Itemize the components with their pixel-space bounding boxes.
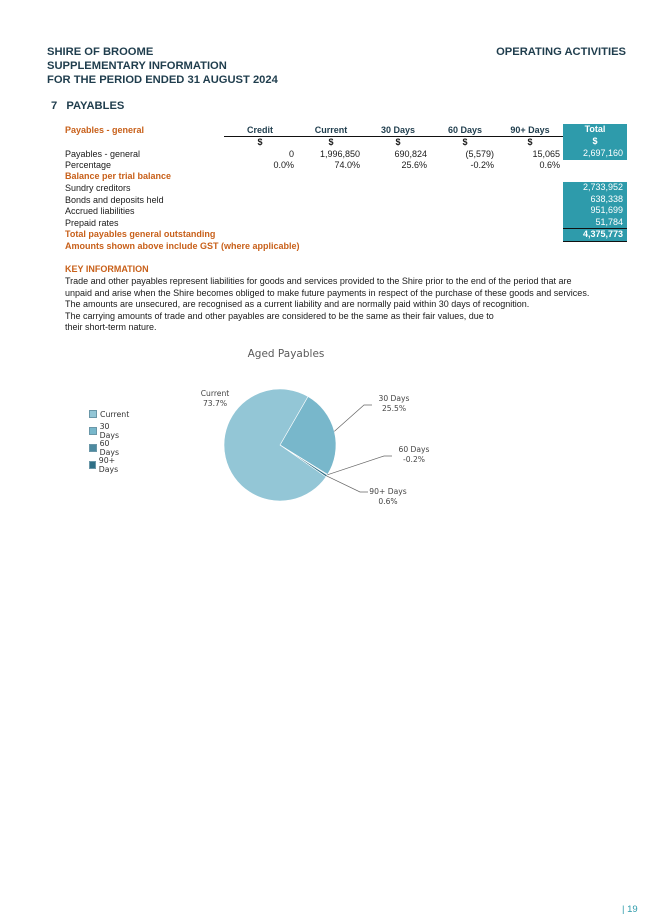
grand-total-value: 4,375,773 xyxy=(563,228,627,242)
data-label-category: Current xyxy=(200,389,230,398)
balance-total-prepaid: 51,784 xyxy=(563,217,627,229)
data-label-category: 30 Days xyxy=(378,394,410,403)
cell-30-days: 690,824 xyxy=(394,149,427,159)
table-title: Payables - general xyxy=(65,125,145,135)
legend-label: 30 Days xyxy=(99,422,120,440)
header-subtitle: SUPPLEMENTARY INFORMATION xyxy=(47,60,227,72)
legend-label: 60 Days xyxy=(99,439,120,457)
data-label-90-days xyxy=(366,487,410,506)
cell-current: 1,996,850 xyxy=(319,149,360,159)
balance-total-bonds: 638,338 xyxy=(563,194,627,206)
data-label-30-days xyxy=(372,394,416,413)
row-label-payables: Payables - general xyxy=(65,149,141,159)
balance-label-sundry: Sundry creditors xyxy=(65,183,131,193)
unit-credit: $ xyxy=(257,137,263,147)
data-label-value: 0.6% xyxy=(378,496,398,506)
legend-label: 90+ Days xyxy=(98,456,119,474)
grand-total-label: Total payables general outstanding xyxy=(65,229,216,239)
data-label-value: 73.7% xyxy=(202,398,228,408)
data-label-category: 90+ Days xyxy=(369,487,407,496)
data-label-current xyxy=(193,389,237,408)
section-number: 7 xyxy=(51,100,58,112)
leader-line-90-days xyxy=(327,476,368,492)
pct-current: 74.0% xyxy=(334,160,360,170)
leader-line-60-days xyxy=(327,456,392,475)
key-info-line: unpaid and arise when the Shire becomes obliged to make future payments in respect of the purchase of these goods and services. xyxy=(65,287,590,298)
column-header-90-days: 90+ Days xyxy=(510,125,550,135)
data-label-value: -0.2% xyxy=(402,454,426,464)
pct-credit: 0.0% xyxy=(273,160,294,170)
balance-heading: Balance per trial balance xyxy=(65,171,172,181)
balance-total-sundry: 2,733,952 xyxy=(563,182,627,194)
balance-total-accrued: 951,699 xyxy=(563,205,627,217)
unit-current: $ xyxy=(328,137,334,147)
key-info-line: Trade and other payables represent liabilities for goods and services provided to the Shire prior to the end of the period that are xyxy=(65,276,572,286)
pct-30-days: 25.6% xyxy=(401,160,427,170)
balance-label-bonds: Bonds and deposits held xyxy=(65,195,164,205)
leader-line-30-days xyxy=(334,405,372,431)
pct-60-days: -0.2% xyxy=(470,160,494,170)
header-section-label: OPERATING ACTIVITIES xyxy=(496,46,626,58)
page-number: | 19 xyxy=(622,904,638,915)
gst-footnote: Amounts shown above include GST (where applicable) xyxy=(65,241,300,251)
unit-total: $ xyxy=(563,136,627,148)
column-header-total: Total xyxy=(563,124,627,136)
cell-90-days: 15,065 xyxy=(532,149,560,159)
column-header-current: Current xyxy=(314,125,348,135)
unit-60-days: $ xyxy=(462,137,468,147)
chart-title: Aged Payables xyxy=(247,348,325,360)
key-info-line: their short-term nature. xyxy=(65,322,157,333)
column-header-credit: Credit xyxy=(246,125,273,135)
header-period: FOR THE PERIOD ENDED 31 AUGUST 2024 xyxy=(47,74,278,86)
cell-60-days: (5,579) xyxy=(465,149,494,159)
cell-total-payables: 2,697,160 xyxy=(563,148,627,160)
row-label-percentage: Percentage xyxy=(65,160,112,170)
header-org-name: SHIRE OF BROOME xyxy=(47,46,154,58)
cell-credit: 0 xyxy=(288,149,294,159)
data-label-60-days xyxy=(392,445,436,464)
pct-90-days: 0.6% xyxy=(539,160,560,170)
data-label-category: 60 Days xyxy=(398,445,430,454)
unit-90-days: $ xyxy=(527,137,533,147)
key-info-heading: KEY INFORMATION xyxy=(65,264,149,274)
balance-label-prepaid: Prepaid rates xyxy=(65,218,119,228)
column-header-60-days: 60 Days xyxy=(447,125,483,135)
key-info-line: The amounts are unsecured, are recognised as a current liability and are normally paid within 30 days of recognition. xyxy=(65,299,530,310)
column-header-30-days: 30 Days xyxy=(380,125,416,135)
data-label-value: 25.5% xyxy=(381,403,407,413)
unit-30-days: $ xyxy=(395,137,401,147)
section-name: PAYABLES xyxy=(66,100,125,112)
balance-label-accrued: Accrued liabilities xyxy=(65,206,135,216)
key-info-line: The carrying amounts of trade and other payables are considered to be the same as their fair values, due to xyxy=(65,310,494,321)
legend-label: Current xyxy=(100,409,130,419)
